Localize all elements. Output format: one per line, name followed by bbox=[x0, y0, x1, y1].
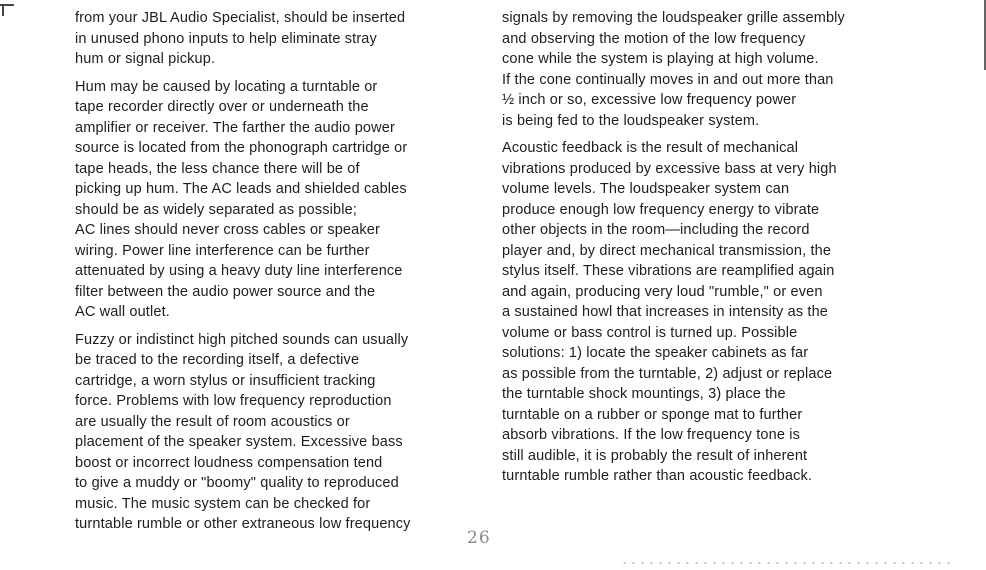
text-line: vibrations produced by excessive bass at very high bbox=[502, 160, 837, 177]
right-column bbox=[502, 8, 902, 494]
text-line: volume levels. The loudspeaker system can bbox=[502, 181, 790, 197]
text-line: Acoustic feedback is the result of mechanical bbox=[502, 140, 799, 156]
text-line: cartridge, a worn stylus or insufficient tracking bbox=[75, 372, 376, 389]
text-line: from your JBL Audio Specialist, should be inserted bbox=[75, 10, 406, 26]
text-line: to give a muddy or "boomy" quality to reproduced bbox=[75, 475, 399, 491]
text-line: tape recorder directly over or underneath the bbox=[75, 99, 369, 115]
text-line: attenuated by using a heavy duty line interference bbox=[75, 263, 403, 279]
text-line: AC lines should never cross cables or speaker bbox=[75, 222, 380, 238]
text-line: volume or bass control is turned up. Possible bbox=[502, 324, 798, 341]
left-column bbox=[75, 8, 475, 542]
scan-noise-dots bbox=[620, 562, 950, 564]
text-line: be traced to the recording itself, a defective bbox=[75, 352, 360, 368]
text-line: force. Problems with low frequency reproduction bbox=[75, 393, 392, 409]
paragraph-hum-causes bbox=[75, 77, 475, 323]
text-line: tape heads, the less chance there will be of bbox=[75, 160, 360, 177]
text-line: turntable on a rubber or sponge mat to further bbox=[502, 406, 803, 423]
text-line: absorb vibrations. If the low frequency tone is bbox=[502, 427, 801, 443]
text-line: turntable rumble rather than acoustic feedback. bbox=[502, 468, 813, 484]
text-line: music. The music system can be checked for bbox=[75, 495, 371, 512]
text-line: solutions: 1) locate the speaker cabinets as far bbox=[502, 345, 809, 361]
text-line: wiring. Power line interference can be further bbox=[75, 242, 370, 259]
text-line: as possible from the turntable, 2) adjust or replace bbox=[502, 365, 833, 382]
text-line: and again, producing very loud "rumble," or even bbox=[502, 283, 823, 300]
text-line: should be as widely separated as possible; bbox=[75, 201, 357, 218]
text-line: a sustained howl that increases in intensity as the bbox=[502, 304, 829, 320]
text-line: ½ inch or so, excessive low frequency power bbox=[502, 92, 797, 108]
text-line: still audible, it is probably the result of inherent bbox=[502, 447, 808, 464]
text-line: produce enough low frequency energy to vibrate bbox=[502, 201, 820, 218]
paragraph-cone-check bbox=[502, 8, 902, 131]
paragraph-fuzzy-sounds bbox=[75, 330, 475, 535]
text-line: placement of the speaker system. Excessive bass bbox=[75, 434, 403, 450]
text-line: source is located from the phonograph cartridge or bbox=[75, 140, 408, 156]
text-line: turntable rumble or other extraneous low frequency bbox=[75, 516, 411, 532]
text-line: other objects in the room—including the record bbox=[502, 222, 810, 238]
text-line: in unused phono inputs to help eliminate stray bbox=[75, 30, 377, 47]
page-number: 26 bbox=[467, 528, 491, 548]
text-line: amplifier or receiver. The farther the audio power bbox=[75, 119, 395, 136]
text-line: are usually the result of room acoustics or bbox=[75, 413, 350, 430]
text-line: picking up hum. The AC leads and shielded cables bbox=[75, 181, 407, 197]
text-line: AC wall outlet. bbox=[75, 304, 170, 320]
text-line: signals by removing the loudspeaker grille assembly bbox=[502, 10, 845, 26]
text-line: Fuzzy or indistinct high pitched sounds can usually bbox=[75, 331, 409, 348]
text-line: the turntable shock mountings, 3) place the bbox=[502, 386, 786, 402]
text-line: and observing the motion of the low frequency bbox=[502, 30, 806, 47]
scan-edge-mark-left bbox=[2, 4, 4, 16]
text-line: stylus itself. These vibrations are reamplified again bbox=[502, 263, 835, 279]
text-line: Hum may be caused by locating a turntable or bbox=[75, 78, 378, 95]
text-line: If the cone continually moves in and out more than bbox=[502, 71, 834, 88]
paragraph-hum-pickup bbox=[75, 8, 475, 70]
text-line: is being fed to the loudspeaker system. bbox=[502, 112, 760, 129]
paragraph-acoustic-feedback bbox=[502, 138, 902, 487]
text-line: hum or signal pickup. bbox=[75, 51, 216, 67]
text-line: cone while the system is playing at high volume. bbox=[502, 51, 819, 67]
text-line: player and, by direct mechanical transmission, the bbox=[502, 242, 832, 259]
text-line: boost or incorrect loudness compensation tend bbox=[75, 454, 383, 471]
text-line: filter between the audio power source and the bbox=[75, 283, 376, 300]
